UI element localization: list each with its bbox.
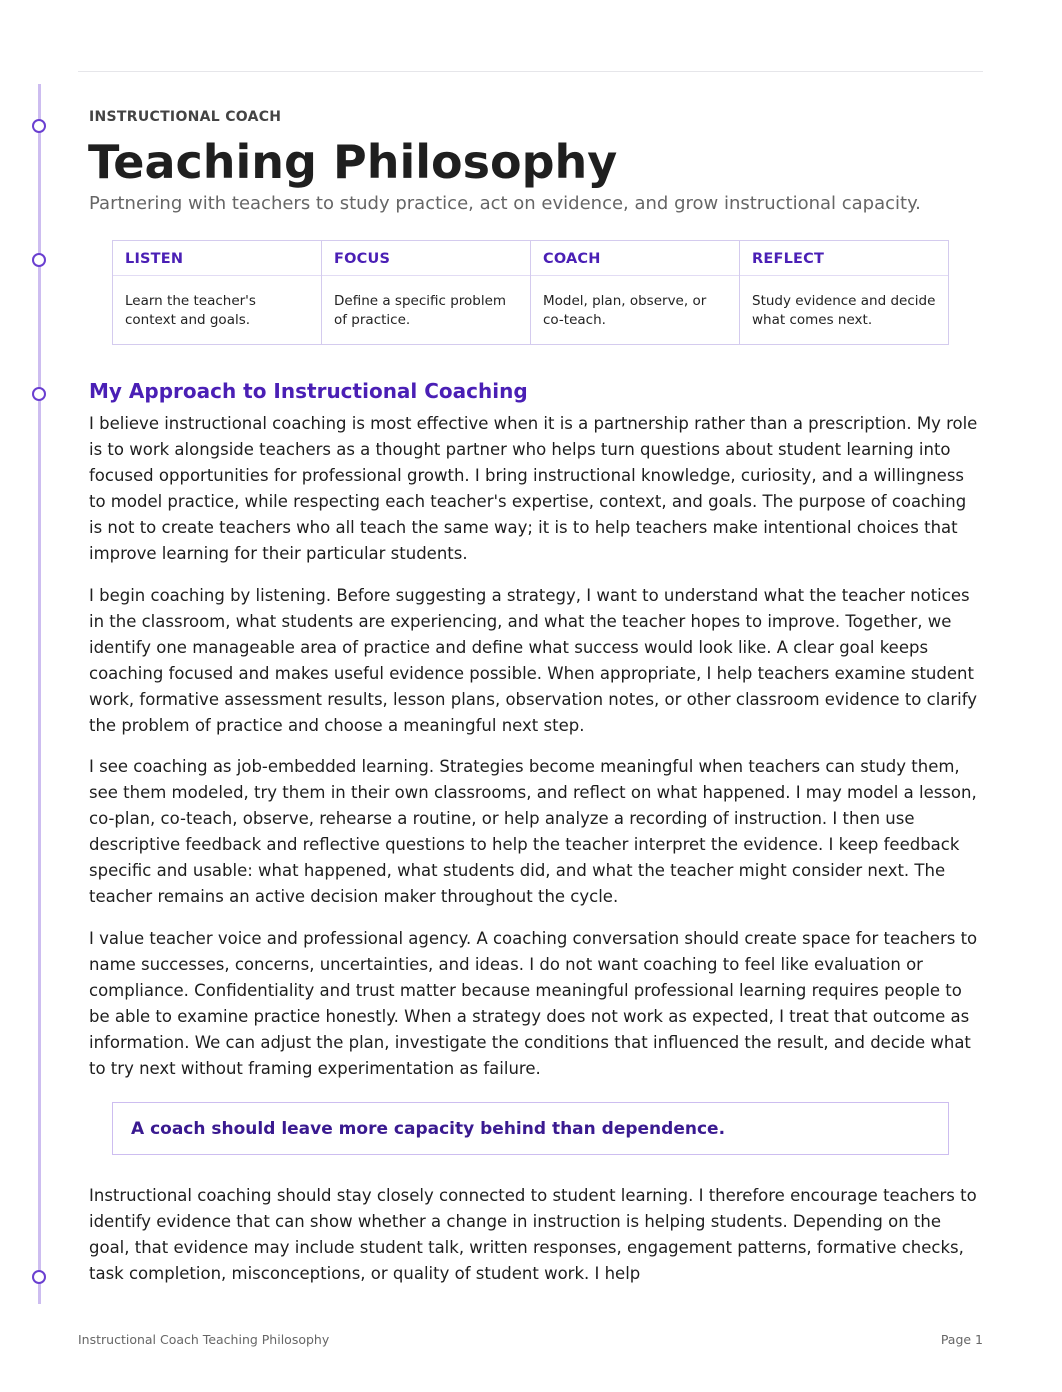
step-label: COACH (531, 241, 739, 276)
eyebrow-label: INSTRUCTIONAL COACH (89, 109, 282, 125)
timeline-node-icon (32, 1270, 46, 1284)
step-description: Study evidence and decide what comes next. (752, 293, 936, 328)
body-paragraph: I see coaching as job-embedded learning. Strategies become meaningful when teachers can study them, see them modeled, try them in their own classrooms, and reflect on what happened. I may model a lesson, co-plan, co-teach, observe, rehearse a routine, or help analyze a recording of instruction. I then use descriptive feedback and reflective questions to help the teacher interpret the evidence. I keep feedback specific and usable: what happened, what students did, and what the teacher might consider next. The teacher remains an active decision maker throughout the cycle. (89, 757, 977, 906)
footer-document-title: Instructional Coach Teaching Philosophy (78, 1332, 330, 1347)
step-listen (113, 241, 322, 344)
footer-page-number: Page 1 (940, 1332, 983, 1347)
body-paragraph: I begin coaching by listening. Before suggesting a strategy, I want to understand what the teacher notices in the classroom, what students are experiencing, and what the teacher hopes to improve. Together, we identify one manageable area of practice and define what success would look like. A clear goal keeps coaching focused and makes useful evidence possible. When appropriate, I help teachers examine student work, formative assessment results, lesson plans, observation notes, or other classroom evidence to clarify the problem of practice and choose a meaningful next step. (89, 586, 978, 735)
page-title: Teaching Philosophy (88, 135, 618, 189)
timeline-node-icon (32, 119, 46, 133)
timeline-line (38, 84, 41, 1304)
step-label: REFLECT (740, 241, 948, 276)
coaching-steps-table (112, 240, 949, 345)
timeline-node-icon (32, 387, 46, 401)
body-paragraph: I believe instructional coaching is most effective when it is a partnership rather than a prescription. My role is to work alongside teachers as a thought partner who helps turn questions about student learning into focused opportunities for professional growth. I bring instructional knowledge, curiosity, and a willingness to model practice, while respecting each teacher's expertise, context, and goals. The purpose of coaching is not to create teachers who all teach the same way; it is to help teachers make intentional choices that improve learning for their particular students. (89, 414, 978, 563)
body-paragraph: I value teacher voice and professional agency. A coaching conversation should create space for teachers to name successes, concerns, uncertainties, and ideas. I do not want coaching to feel like evaluation or compliance. Confidentiality and trust matter because meaningful professional learning requires people to be able to examine practice honestly. When a strategy does not work as expected, I treat that outcome as information. We can adjust the plan, investigate the conditions that influenced the result, and decide what to try next without framing experimentation as failure. (89, 929, 978, 1078)
step-description: Learn the teacher's context and goals. (125, 293, 256, 328)
step-focus (322, 241, 531, 344)
step-label: LISTEN (113, 241, 321, 276)
page-subtitle: Partnering with teachers to study practice, act on evidence, and grow instructional capacity. (89, 193, 921, 214)
step-label: FOCUS (322, 241, 530, 276)
top-divider (78, 71, 983, 72)
step-description: Model, plan, observe, or co-teach. (543, 293, 707, 328)
pull-quote-callout: A coach should leave more capacity behind than dependence. (112, 1102, 949, 1155)
timeline-node-icon (32, 253, 46, 267)
step-reflect (740, 241, 948, 344)
body-paragraph: Instructional coaching should stay closely connected to student learning. I therefore encourage teachers to identify evidence that can show whether a change in instruction is helping students. Depending on the goal, that evidence may include student talk, written responses, engagement patterns, formative checks, task completion, misconceptions, or quality of student work. I help (89, 1186, 977, 1283)
step-coach (531, 241, 740, 344)
step-description: Define a specific problem of practice. (334, 293, 507, 328)
section-heading: My Approach to Instructional Coaching (89, 379, 528, 403)
